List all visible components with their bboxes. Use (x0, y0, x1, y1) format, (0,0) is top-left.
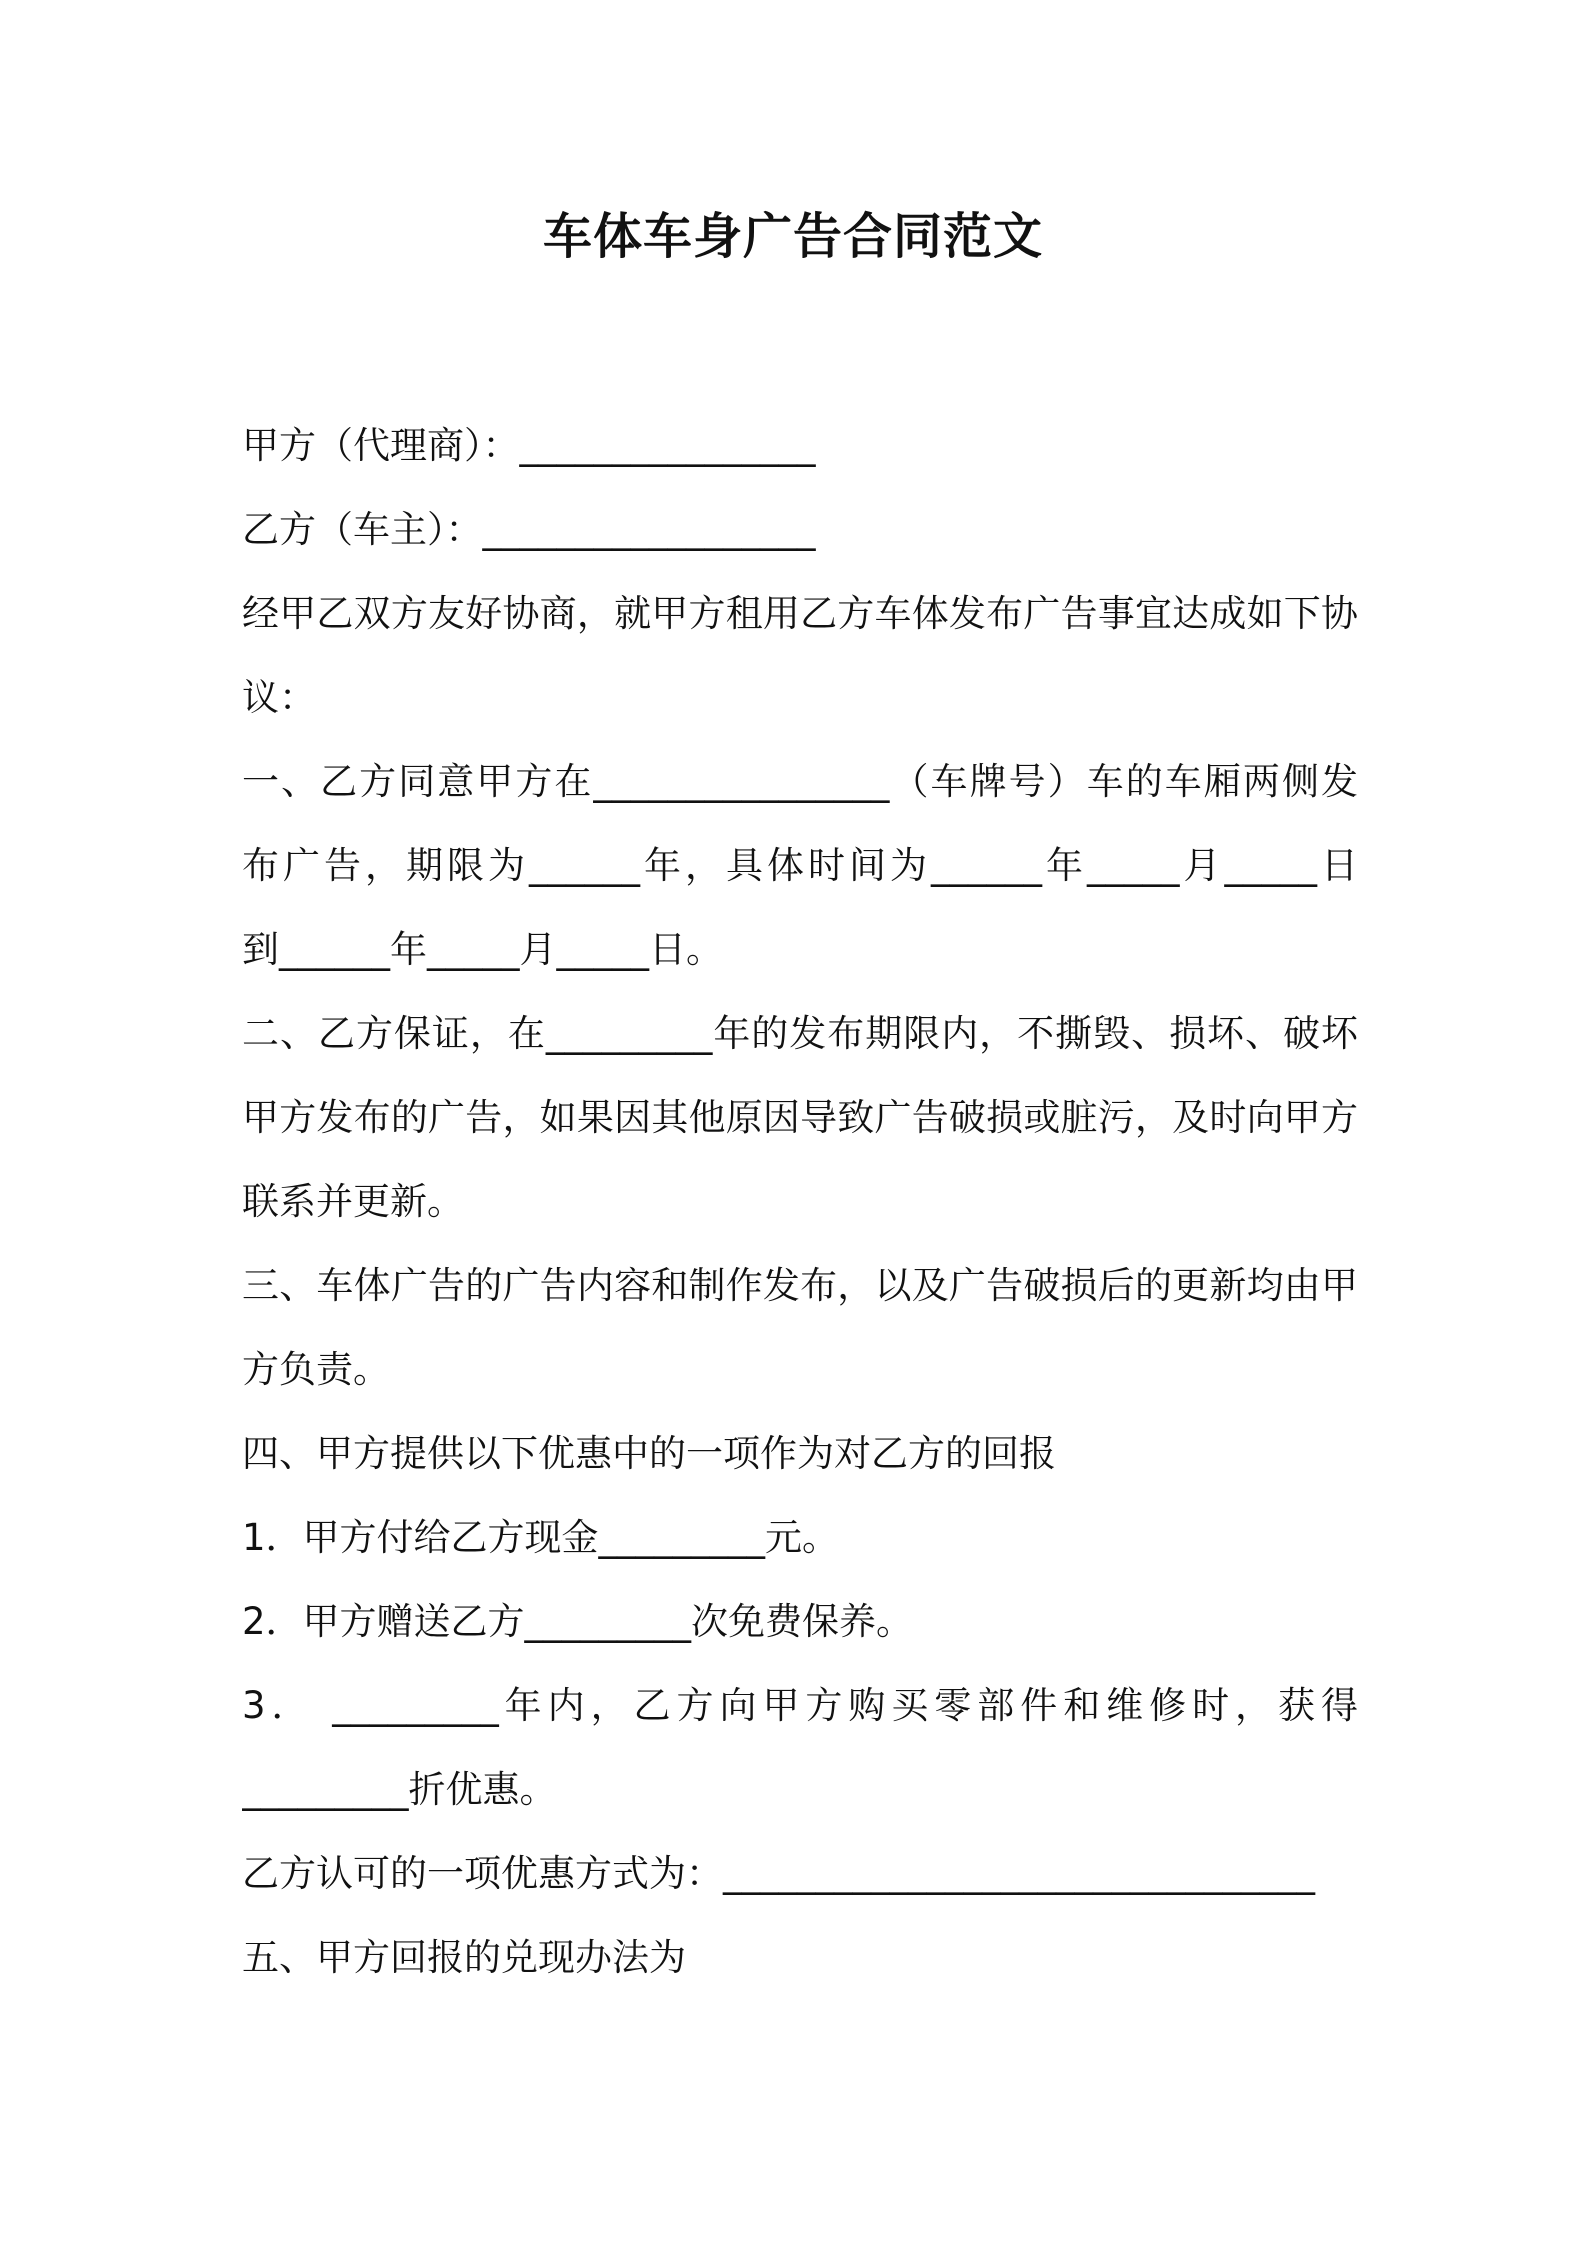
clause-1-line-1: 一、乙方同意甲方在________________（车牌号）车的车厢两侧发 (242, 760, 1358, 803)
clause-2-line-3: 联系并更新。 (242, 1180, 464, 1223)
preamble-line-1: 经甲乙双方友好协商，就甲方租用乙方车体发布广告事宜达成如下协 (242, 592, 1358, 635)
offer-2-line: 2．甲方赠送乙方_________次免费保养。 (242, 1600, 914, 1643)
offer-3-line-2: _________折优惠。 (242, 1768, 557, 1811)
clause-3-line-1: 三、车体广告的广告内容和制作发布，以及广告破损后的更新均由甲 (242, 1264, 1358, 1307)
document-body (242, 404, 1358, 2000)
offer-1-line: 1．甲方付给乙方现金_________元。 (242, 1516, 840, 1559)
party-b-line: 乙方（车主）：__________________ (242, 508, 816, 551)
selected-offer-line: 乙方认可的一项优惠方式为：________________________________ (242, 1852, 1315, 1895)
clause-2-line-1: 二、乙方保证，在_________年的发布期限内，不撕毁、损坏、破坏 (242, 1012, 1358, 1055)
clause-5-heading: 五、甲方回报的兑现办法为 (242, 1936, 686, 1979)
offer-3-line-1: 3． _________年内，乙方向甲方购买零部件和维修时，获得 (242, 1684, 1358, 1727)
clause-1-line-3: 到______年_____月_____日。 (242, 928, 723, 971)
document-title: 车体车身广告合同范文 (542, 208, 1043, 265)
clause-1-line-2: 布广告，期限为______年，具体时间为______年_____月_____日 (242, 844, 1358, 887)
clause-2-line-2: 甲方发布的广告，如果因其他原因导致广告破损或脏污，及时向甲方 (242, 1096, 1358, 1139)
party-a-line: 甲方（代理商）：________________ (242, 424, 816, 467)
clause-4-heading: 四、甲方提供以下优惠中的一项作为对乙方的回报 (242, 1432, 1056, 1475)
clause-3-line-2: 方负责。 (242, 1348, 390, 1391)
preamble-line-2: 议： (242, 676, 316, 719)
